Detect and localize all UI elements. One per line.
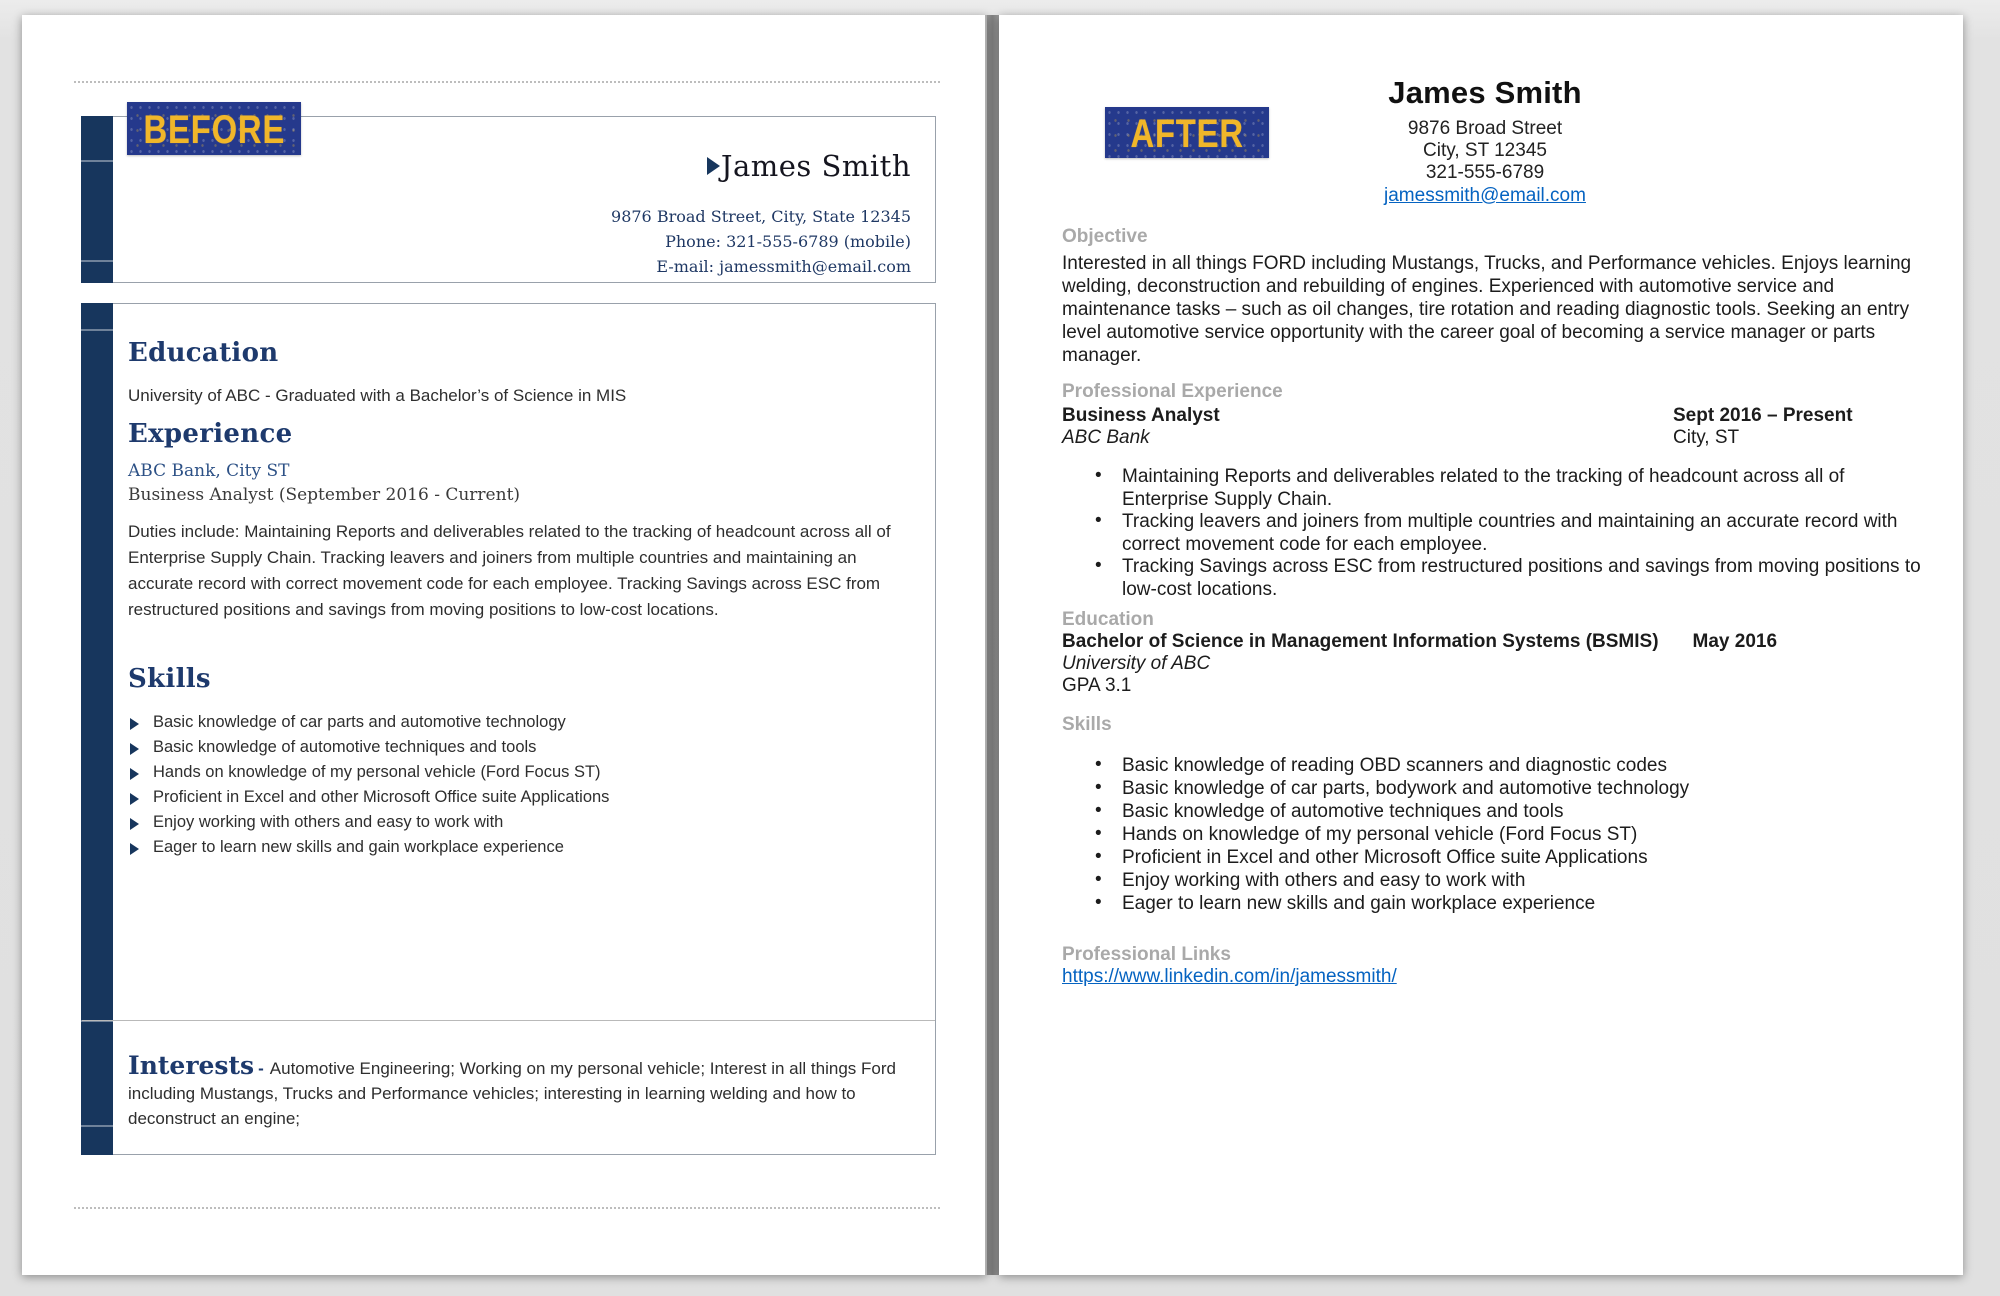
after-skill-item: • Proficient in Excel and other Microsoft Office suite Applications [1062,846,1930,869]
job-title-row [1062,405,1930,427]
address-line: City, ST 12345 [1423,140,1547,161]
after-email-link[interactable]: jamessmith@email.com [1384,185,1586,206]
triangle-bullet-icon [130,843,139,855]
job-dates: Sept 2016 – Present [1673,405,1853,426]
triangle-bullet-icon [130,743,139,755]
triangle-bullet-icon [130,793,139,805]
before-role: Business Analyst (September 2016 - Current) [128,485,521,505]
skill-item [130,738,850,763]
before-resume-page [22,15,987,1275]
before-employer: ABC Bank, City ST [128,461,290,481]
before-interests-heading: Interests [128,1051,255,1080]
skill-item-text: Basic knowledge of automotive techniques and tools [153,738,537,756]
page-divider [985,15,1000,1275]
before-duties-paragraph: Duties include: Maintaining Reports and deliverables related to the tracking of headcount across all of Enterprise Supply Chain. Tracking leavers and joiners from multiple countries and maintaining an accurate record with correct movement code for each employee. Tracking Savings across ESC from restructured positions and savings from moving positions to low-cost locations. [128,522,891,619]
interests-dash: - [258,1059,264,1078]
experience-bullet: • Tracking Savings across ESC from restructured positions and savings from moving positions to low-cost locations. [1062,556,1930,601]
gpa-text: GPA 3.1 [1062,675,1132,696]
body-accent-bar [81,303,113,1155]
employer-row [1062,427,1930,449]
after-skill-item: • Enjoy working with others and easy to work with [1062,869,1930,892]
interests-divider [82,1020,935,1021]
before-badge-label: BEFORE [143,107,285,152]
professional-experience-heading: Professional Experience [1062,381,1283,402]
bar-segment-line [81,1125,113,1127]
job-location: City, ST [1673,427,1740,448]
before-education-text: University of ABC - Graduated with a Bachelor’s of Science in MIS [128,386,627,405]
after-employer: ABC Bank [1062,427,1150,448]
school-name: University of ABC [1062,653,1211,674]
triangle-marker-icon [707,157,720,175]
after-skills-heading: Skills [1062,714,1112,735]
triangle-bullet-icon [130,768,139,780]
before-skills-list [130,713,850,863]
triangle-bullet-icon [130,818,139,830]
skill-item [130,763,850,788]
experience-bullet: • Maintaining Reports and deliverables related to the tracking of headcount across all of Enterprise Supply Chain. [1062,466,1930,511]
degree-date: May 2016 [1692,631,1778,652]
skill-item-text: Basic knowledge of car parts and automotive technology [153,713,566,731]
bottom-dotted-divider [74,1207,940,1209]
after-skill-item: • Eager to learn new skills and gain workplace experience [1062,892,1930,915]
objective-paragraph: Interested in all things FORD including Mustangs, Trucks, and Performance vehicles. Enjoys learning welding, deconstruction and rebuilding of engines. Experienced with automotive service and maintenance tasks – such as oil changes, tire rotation and reading diagnostic tools. Seeking an entry level automotive service opportunity with the career goal of becoming a service manager or parts manager. [1062,253,1912,366]
after-badge-label: AFTER [1130,111,1244,156]
before-name-text: James Smith [720,149,911,183]
job-title: Business Analyst [1062,405,1220,426]
after-address-block [1007,118,1963,184]
before-skills-heading: Skills [128,664,211,694]
bar-segment-line [81,160,113,162]
before-interests [128,1053,923,1131]
top-dotted-divider [74,81,940,83]
after-skill-item: • Basic knowledge of reading OBD scanners and diagnostic codes [1062,754,1930,777]
objective-heading: Objective [1062,226,1148,247]
contact-line: Phone: 321-555-6789 (mobile) [665,232,911,251]
skill-item [130,788,850,813]
after-skill-item: • Basic knowledge of car parts, bodywork and automotive technology [1062,777,1930,800]
before-badge [127,102,301,155]
bar-segment-line [81,260,113,262]
experience-bullet-list [1062,466,1930,601]
before-experience-heading: Experience [128,419,293,449]
skill-item-text: Eager to learn new skills and gain workplace experience [153,838,564,856]
triangle-bullet-icon [130,718,139,730]
skill-item-text: Enjoy working with others and easy to work with [153,813,504,831]
before-interests-text: Automotive Engineering; Working on my personal vehicle; Interest in all things Ford including Mustangs, Trucks and Performance vehicles; interesting in learning welding and how to deconstruct an engine; [128,1059,896,1128]
after-name: James Smith [1388,75,1582,110]
degree-text: Bachelor of Science in Management Information Systems (BSMIS) [1062,631,1659,652]
skill-item [130,838,850,863]
degree-row [1062,631,1930,653]
professional-links-heading: Professional Links [1062,944,1231,965]
linkedin-link[interactable]: https://www.linkedin.com/in/jamessmith/ [1062,966,1397,987]
skill-item [130,713,850,738]
skill-item-text: Hands on knowledge of my personal vehicle (Ford Focus ST) [153,763,601,781]
contact-line: 9876 Broad Street, City, State 12345 [611,207,911,226]
after-skills-list [1062,754,1930,915]
after-skill-item: • Basic knowledge of automotive techniques and tools [1062,800,1930,823]
skill-item [130,813,850,838]
bar-segment-line [81,329,113,331]
address-line: 9876 Broad Street [1407,118,1563,139]
after-education-heading: Education [1062,609,1154,630]
header-accent-bar [81,116,113,283]
experience-bullet: • Tracking leavers and joiners from multiple countries and maintaining an accurate record with correct movement code for each employee. [1062,511,1930,556]
address-line: 321-555-6789 [1425,162,1545,183]
contact-line: E-mail: jamessmith@email.com [656,257,911,276]
after-header [999,75,1963,207]
after-skill-item: • Hands on knowledge of my personal vehicle (Ford Focus ST) [1062,823,1930,846]
before-name [707,149,911,183]
after-resume-page [999,15,1963,1275]
before-contact-block [611,204,911,279]
skill-item-text: Proficient in Excel and other Microsoft Office suite Applications [153,788,610,806]
before-education-heading: Education [128,338,279,368]
